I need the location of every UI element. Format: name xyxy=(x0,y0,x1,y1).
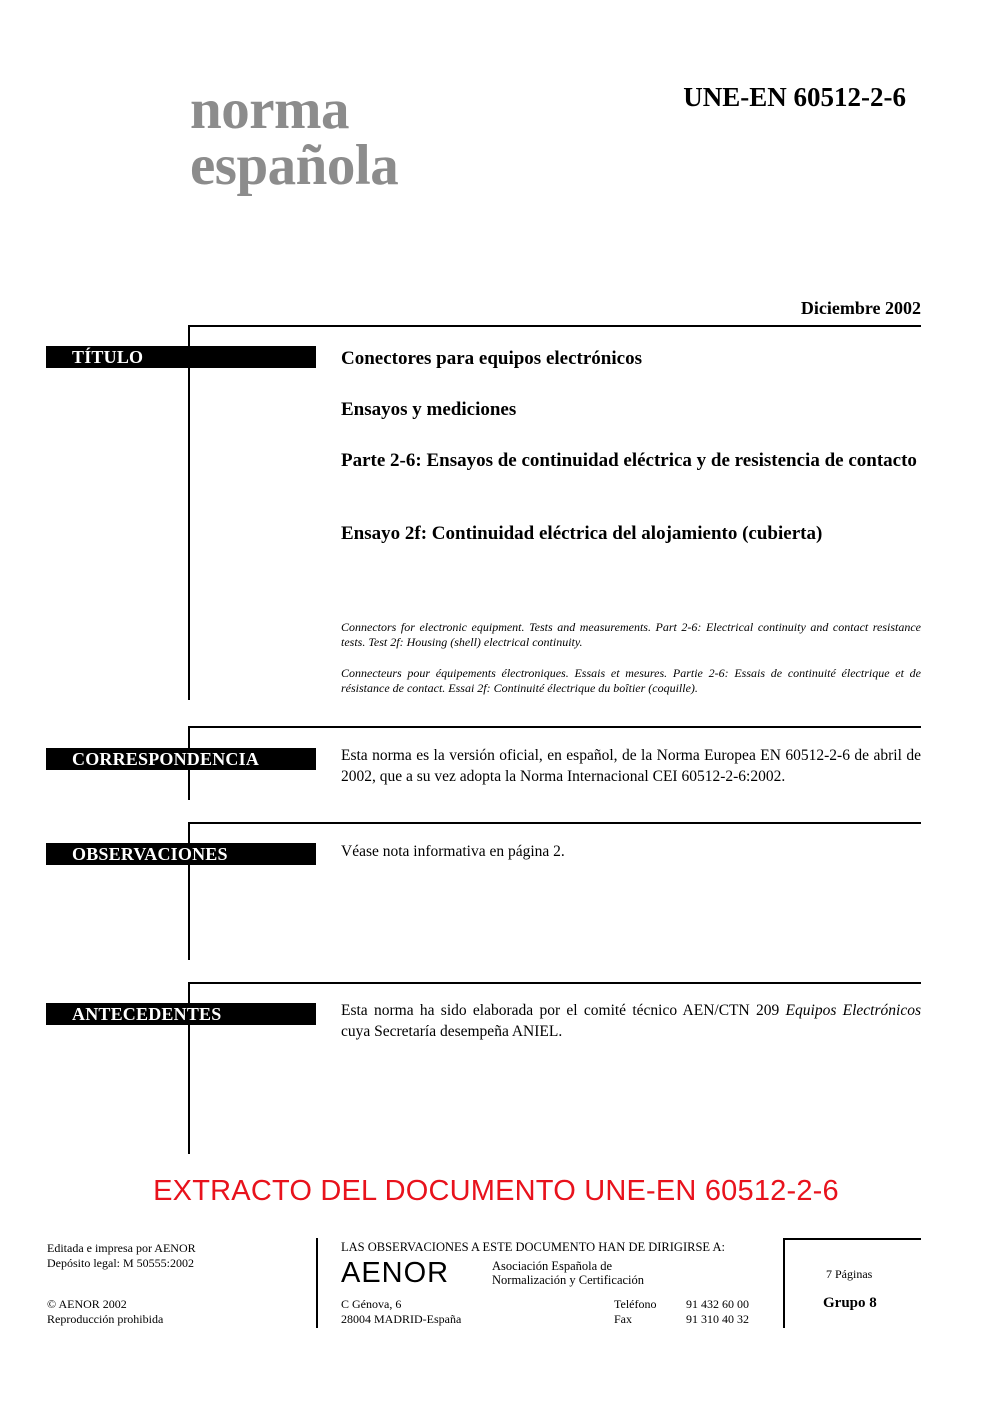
aenor-logo: AENOR xyxy=(341,1257,450,1289)
contact-labels xyxy=(614,1297,656,1327)
contact-values xyxy=(686,1297,749,1327)
title-line-3: Parte 2-6: Ensayos de continuidad eléctrica y de resistencia de contacto xyxy=(341,450,917,471)
label-correspondencia: CORRESPONDENCIA xyxy=(46,748,316,770)
fax-number: 91 310 40 32 xyxy=(686,1312,749,1326)
divider-observaciones xyxy=(188,822,921,824)
phone-number: 91 432 60 00 xyxy=(686,1297,749,1311)
label-titulo: TÍTULO xyxy=(46,346,316,368)
price-group: Grupo 8 xyxy=(823,1295,877,1311)
legal-deposit: Depósito legal: M 50555:2002 xyxy=(47,1256,194,1270)
divider-antecedentes xyxy=(188,982,921,984)
aenor-organization-name xyxy=(492,1259,644,1287)
address-line-2: 28004 MADRID-España xyxy=(341,1312,462,1326)
label-antecedentes: ANTECEDENTES xyxy=(46,1003,316,1025)
footer-separator-left xyxy=(316,1238,318,1328)
org-line-2: Normalización y Certificación xyxy=(492,1273,645,1287)
vertical-rule-titulo xyxy=(188,325,190,700)
aenor-address xyxy=(341,1297,461,1327)
title-line-1: Conectores para equipos electrónicos xyxy=(341,348,642,369)
phone-label: Teléfono xyxy=(614,1297,657,1311)
observaciones-text: Véase nota informativa en página 2. xyxy=(341,843,565,860)
page-count: 7 Páginas xyxy=(826,1267,873,1281)
extract-banner: EXTRACTO DEL DOCUMENTO UNE-EN 60512-2-6 xyxy=(153,1175,839,1207)
standard-code: UNE-EN 60512-2-6 xyxy=(683,82,906,112)
observations-heading: LAS OBSERVACIONES A ESTE DOCUMENTO HAN DE DIRIGIRSE A: xyxy=(341,1240,725,1254)
label-observaciones: OBSERVACIONES xyxy=(46,843,316,865)
publication-date: Diciembre 2002 xyxy=(800,298,921,318)
copyright: © AENOR 2002 xyxy=(47,1297,127,1311)
reproduction-notice: Reproducción prohibida xyxy=(47,1312,164,1326)
fax-label: Fax xyxy=(614,1312,632,1326)
title-french: Connecteurs pour équipements électroniques. Essais et mesures. Partie 2-6: Essais de continuité électrique et de résistance de contact. Essai 2f: Continuité électrique du boîtier (coquille). xyxy=(341,666,921,695)
divider-correspondencia xyxy=(188,726,921,728)
antecedentes-committee-name: Equipos Electrónicos xyxy=(785,1002,921,1019)
title-line-4: Ensayo 2f: Continuidad eléctrica del alojamiento (cubierta) xyxy=(341,523,823,544)
footer-box-top-rule xyxy=(783,1238,921,1240)
antecedentes-text-end: cuya Secretaría desempeña ANIEL. xyxy=(341,1023,563,1040)
brand-line-norma: norma xyxy=(190,78,349,141)
antecedentes-text-start: Esta norma ha sido elaborada por el comité técnico AEN/CTN 209 xyxy=(341,1002,786,1019)
footer-separator-right xyxy=(783,1238,785,1328)
divider-titulo xyxy=(188,325,921,327)
footer-edition-info xyxy=(47,1241,196,1271)
brand-title xyxy=(190,78,399,197)
address-line-1: C Génova, 6 xyxy=(341,1297,402,1311)
footer-copyright-info xyxy=(47,1297,163,1327)
antecedentes-text xyxy=(341,1000,921,1042)
title-line-2: Ensayos y mediciones xyxy=(341,399,517,420)
org-line-1: Asociación Española de xyxy=(492,1259,613,1273)
brand-line-espanola: española xyxy=(190,134,399,197)
title-english: Connectors for electronic equipment. Tests and measurements. Part 2-6: Electrical continuity and contact resistance tests. Test 2f: Housing (shell) electrical continuity. xyxy=(341,620,921,649)
correspondencia-text: Esta norma es la versión oficial, en español, de la Norma Europea EN 60512-2-6 de abril de 2002, que a su vez adopta la Norma Internacional CEI 60512-2-6:2002. xyxy=(341,747,921,785)
edited-by: Editada e impresa por AENOR xyxy=(47,1241,196,1255)
